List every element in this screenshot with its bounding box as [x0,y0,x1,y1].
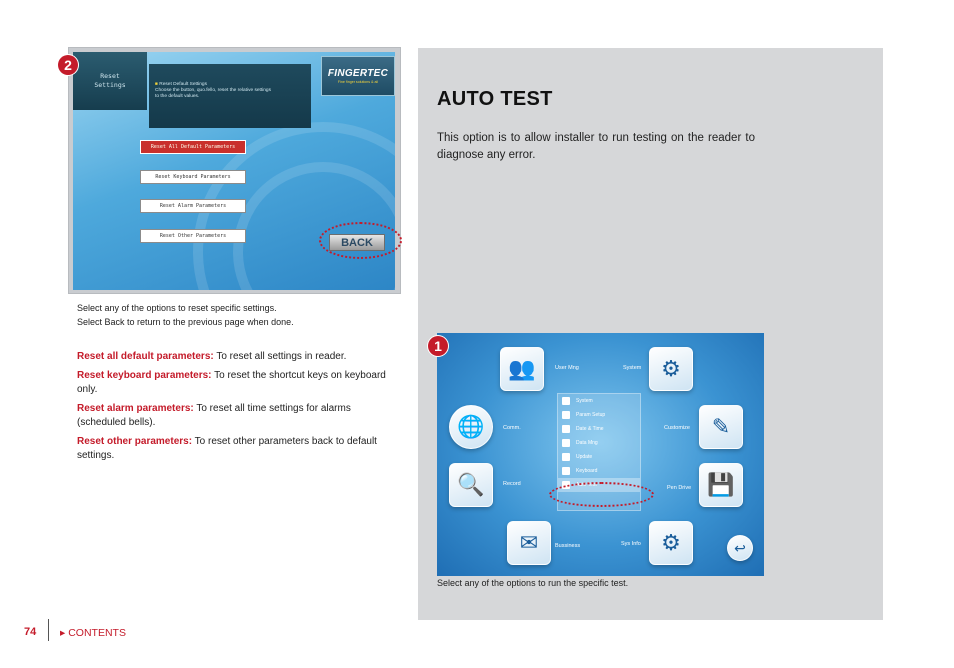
definition-term: Reset keyboard parameters: [77,370,212,381]
submenu-label: Update [576,454,593,460]
fingertec-logo [321,56,395,96]
submenu-item-date-time[interactable] [558,422,640,436]
main-menu-screenshot [437,333,764,576]
back-highlight-oval [319,222,402,259]
submenu-label: Param Setup [576,412,606,418]
hint-line-1: Reset Default Settings [159,82,207,87]
date-time-icon [562,425,570,433]
step-badge-2: 2 [58,55,78,75]
data-mng-icon [562,439,570,447]
logo-text: FINGERTEC [327,68,389,79]
submenu-label: Auto Test [576,482,597,488]
hint-line-3: to the default values. [155,94,200,99]
contents-link[interactable] [60,627,126,639]
comm-globe-icon[interactable]: 🌐 [449,405,493,449]
page-title: AUTO TEST [437,88,553,110]
back-button[interactable]: BACK [329,234,385,251]
auto-test-caption: Select any of the options to run the specific test. [437,578,629,588]
auto-test-highlight-oval [549,482,654,507]
chevron-right-icon: ▸ [60,627,66,639]
submenu-item-keyboard[interactable] [558,464,640,478]
reset-settings-hint: ■ Reset Default Settings Choose the button, quo.fello, reset the relative settings to the default values. [149,64,311,128]
step-badge-1: 1 [428,336,448,356]
submenu-item-system[interactable] [558,394,640,408]
submenu-label: Data Mng [576,440,598,446]
return-arrow-icon[interactable]: ↩ [727,535,753,561]
param-setup-icon [562,411,570,419]
menu-label-pen-drive: Pen Drive [667,485,692,491]
definition-reset-alarm [77,402,387,430]
auto-test-description: This option is to allow installer to run testing on the reader to diagnose any error. [437,132,755,161]
definition-term: Reset all default parameters: [77,351,214,362]
system-item-icon [562,397,570,405]
reset-caption-line-1: Select any of the options to reset specific settings. [77,303,277,313]
hint-line-2: Choose the button, quo.fello, reset the relative settings [155,88,271,93]
submenu-item-update[interactable] [558,450,640,464]
pen-drive-icon[interactable]: 💾 [699,463,743,507]
menu-label-system: System [623,365,642,371]
customize-icon[interactable]: ✎ [699,405,743,449]
keyboard-icon [562,467,570,475]
reset-alarm-button[interactable]: Reset Alarm Parameters [140,199,246,213]
reset-caption-line-2: Select Back to return to the previous page when done. [77,317,294,327]
definition-text: To reset the shortcut keys on keyboard only. [77,370,386,395]
menu-label-record: Record [503,481,521,487]
definition-text: To reset all settings in reader. [213,351,347,362]
footer-divider [48,619,49,641]
definition-term: Reset alarm parameters: [77,403,194,414]
definition-text: To reset all time settings for alarms (scheduled bells). [77,403,351,428]
reset-other-button[interactable]: Reset Other Parameters [140,229,246,243]
reset-settings-header: Reset Settings [73,52,147,110]
logo-tagline: Fine finger solutions & all [337,80,379,84]
record-search-icon[interactable]: 🔍 [449,463,493,507]
reset-caption [77,301,294,329]
definition-reset-all [77,350,387,364]
submenu-label: Keyboard [576,468,598,474]
sys-info-icon[interactable]: ⚙ [649,521,693,565]
submenu-label: System [576,398,593,404]
submenu-label: Date & Time [576,426,604,432]
update-icon [562,453,570,461]
system-icon[interactable]: ⚙ [649,347,693,391]
definition-reset-keyboard [77,369,387,397]
page-number: 74 [24,626,37,638]
bussiness-mail-icon[interactable]: ✉ [507,521,551,565]
reset-all-default-button[interactable]: Reset All Default Parameters [140,140,246,154]
definition-reset-other [77,435,387,463]
definition-term: Reset other parameters: [77,436,193,447]
user-mng-icon[interactable]: 👥 [500,347,544,391]
menu-label-customize: Customize [664,425,690,431]
submenu-item-param-setup[interactable] [558,408,640,422]
submenu-item-data-mng[interactable] [558,436,640,450]
menu-label-user-mng: User Mng [555,365,579,371]
definition-text: To reset other parameters back to default settings. [77,436,377,461]
reset-keyboard-button[interactable]: Reset Keyboard Parameters [140,170,246,184]
menu-label-bussiness: Bussiness [555,543,581,549]
menu-label-sys-info: Sys Info [621,541,641,547]
menu-label-comm: Comm. [503,425,521,431]
contents-label: CONTENTS [68,627,126,639]
